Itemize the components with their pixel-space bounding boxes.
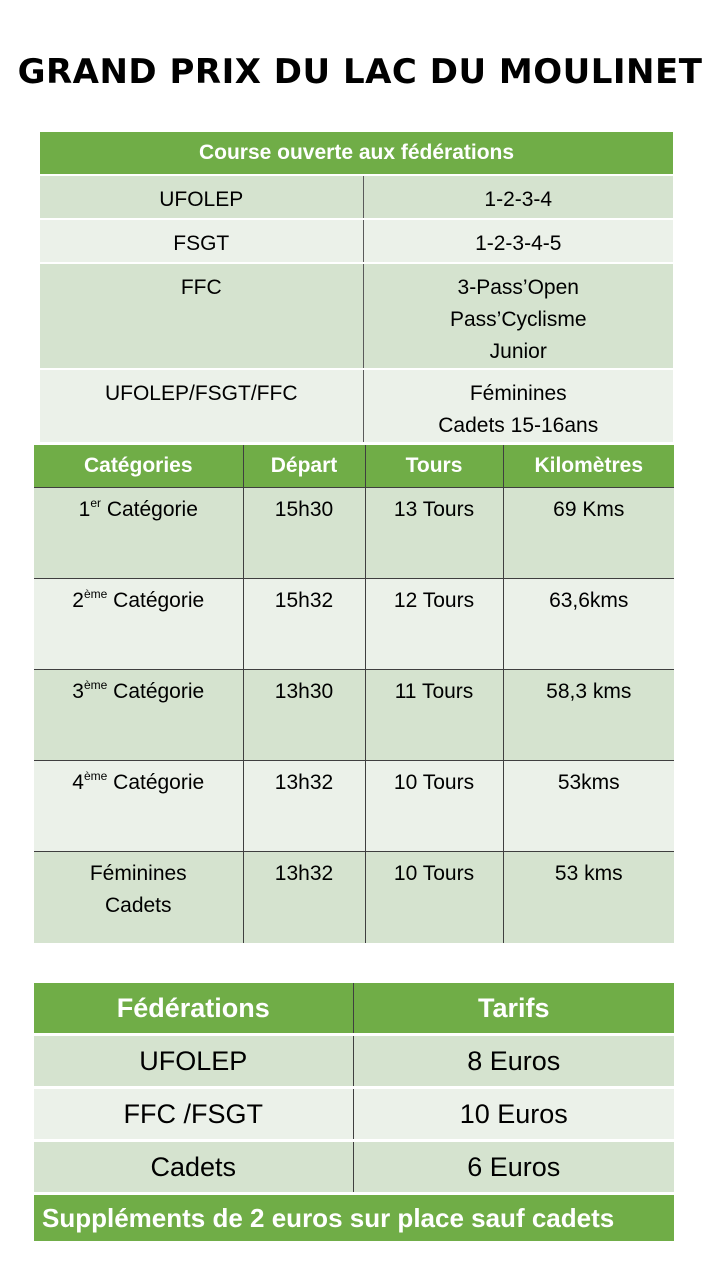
category-line: 3-Pass’Open bbox=[457, 276, 579, 299]
category-label: Catégorie bbox=[100, 498, 198, 521]
table-row bbox=[34, 670, 674, 761]
category-cell bbox=[34, 670, 243, 761]
depart-cell: 13h32 bbox=[243, 761, 365, 852]
category-suffix: ème bbox=[83, 587, 108, 601]
table-row bbox=[34, 852, 674, 943]
category-suffix: ème bbox=[83, 769, 108, 783]
category-label-line2: Cadets bbox=[104, 894, 172, 917]
federation-cell: FFC /FSGT bbox=[34, 1088, 353, 1141]
table-row bbox=[40, 369, 673, 442]
federation-cell: UFOLEP/FSGT/FFC bbox=[40, 369, 363, 442]
table-row bbox=[40, 219, 673, 263]
category-cell: 1-2-3-4-5 bbox=[363, 219, 673, 263]
tarifs-table bbox=[34, 983, 674, 1241]
federation-cell: FSGT bbox=[40, 219, 363, 263]
category-line: Cadets 15-16ans bbox=[438, 414, 599, 437]
category-suffix: ème bbox=[83, 678, 108, 692]
federation-cell: FFC bbox=[40, 263, 363, 369]
category-cell bbox=[34, 488, 243, 579]
depart-cell: 15h32 bbox=[243, 579, 365, 670]
federations-table bbox=[40, 132, 673, 442]
table-row bbox=[40, 263, 673, 369]
category-cell bbox=[363, 369, 673, 442]
tours-cell: 11 Tours bbox=[365, 670, 503, 761]
tarif-cell: 8 Euros bbox=[353, 1035, 674, 1088]
depart-cell: 13h30 bbox=[243, 670, 365, 761]
column-header-tours: Tours bbox=[365, 445, 503, 488]
km-cell: 53 kms bbox=[503, 852, 674, 943]
category-line: Pass’Cyclisme bbox=[449, 308, 587, 331]
table-row bbox=[34, 1088, 674, 1141]
category-label: Catégorie bbox=[107, 589, 205, 612]
category-suffix: er bbox=[90, 496, 101, 510]
depart-cell: 13h32 bbox=[243, 852, 365, 943]
table-row bbox=[34, 1035, 674, 1088]
category-label: Féminines bbox=[89, 862, 187, 885]
page-title: GRAND PRIX DU LAC DU MOULINET bbox=[17, 52, 703, 92]
schedule-table bbox=[34, 445, 674, 943]
km-cell: 69 Kms bbox=[503, 488, 674, 579]
tours-cell: 10 Tours bbox=[365, 761, 503, 852]
table-row bbox=[34, 1141, 674, 1194]
category-cell bbox=[34, 579, 243, 670]
category-cell bbox=[34, 761, 243, 852]
tours-cell: 13 Tours bbox=[365, 488, 503, 579]
km-cell: 63,6kms bbox=[503, 579, 674, 670]
table-row bbox=[34, 488, 674, 579]
category-cell: 1-2-3-4 bbox=[363, 175, 673, 219]
tours-cell: 12 Tours bbox=[365, 579, 503, 670]
category-number: 1 bbox=[78, 498, 91, 521]
federation-cell: UFOLEP bbox=[40, 175, 363, 219]
table-row bbox=[34, 761, 674, 852]
category-number: 2 bbox=[72, 589, 84, 612]
column-header-tarifs: Tarifs bbox=[477, 992, 550, 1023]
tarif-cell: 6 Euros bbox=[353, 1141, 674, 1194]
depart-cell: 15h30 bbox=[243, 488, 365, 579]
km-cell: 58,3 kms bbox=[503, 670, 674, 761]
federation-cell: Cadets bbox=[34, 1141, 353, 1194]
km-cell: 53kms bbox=[503, 761, 674, 852]
column-header-kilometres: Kilomètres bbox=[534, 454, 644, 477]
column-header-depart: Départ bbox=[243, 445, 365, 488]
category-cell bbox=[34, 852, 243, 943]
federation-cell: UFOLEP bbox=[34, 1035, 353, 1088]
tarifs-footer-note: Suppléments de 2 euros sur place sauf cadets bbox=[34, 1194, 674, 1242]
table-row bbox=[40, 175, 673, 219]
category-number: 4 bbox=[72, 771, 84, 794]
federations-table-header: Course ouverte aux fédérations bbox=[198, 141, 515, 164]
category-cell bbox=[363, 263, 673, 369]
table-row bbox=[34, 579, 674, 670]
tours-cell: 10 Tours bbox=[365, 852, 503, 943]
category-line: Junior bbox=[489, 340, 547, 363]
category-line: Féminines bbox=[469, 382, 567, 405]
category-label: Catégorie bbox=[107, 680, 205, 703]
column-header-categories: Catégories bbox=[34, 445, 243, 488]
category-label: Catégorie bbox=[107, 771, 205, 794]
category-number: 3 bbox=[72, 680, 84, 703]
column-header-federations: Fédérations bbox=[34, 983, 353, 1035]
tarif-cell: 10 Euros bbox=[353, 1088, 674, 1141]
